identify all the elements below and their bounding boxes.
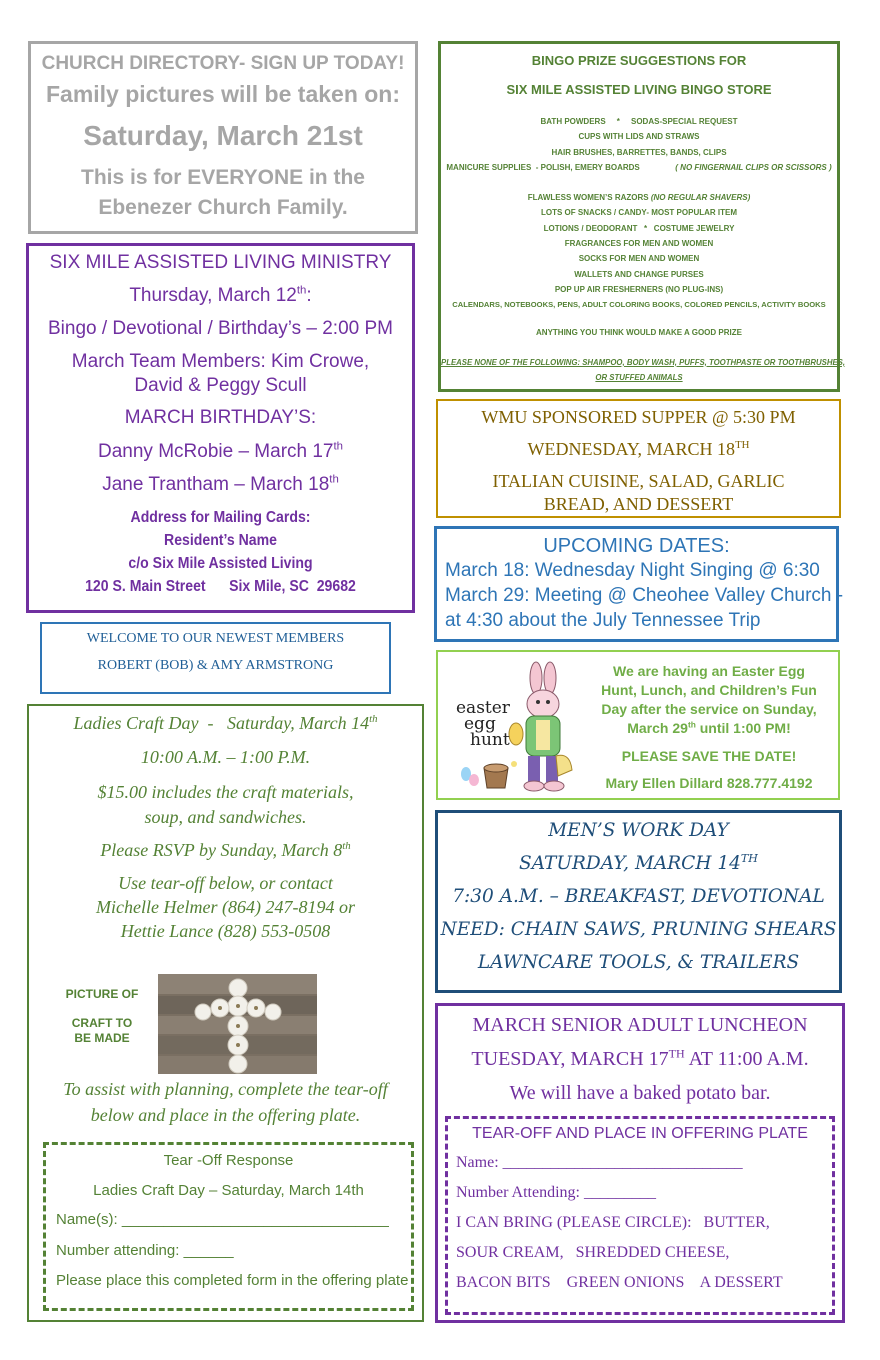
men-needs-2: LAWNCARE TOOLS, & TRAILERS <box>477 952 800 973</box>
craft-assist-2: below and place in the offering plate. <box>90 1105 361 1125</box>
bingo-exclusions: PLEASE NONE OF THE FOLLOWING: SHAMPOO, BODY WASH, PUFFS, TOOTHPASTE OR TOOTHBRUSHES, OR STUFFED ANIMALS <box>441 357 846 382</box>
senior-bring-1: I CAN BRING (PLEASE CIRCLE): BUTTER, <box>456 1214 770 1231</box>
directory-everyone: This is for EVERYONE in the <box>81 166 365 189</box>
craft-picture-label: PICTURE OF CRAFT TO BE MADE <box>65 987 139 1045</box>
craft-cross-image <box>158 974 317 1074</box>
welcome-heading: WELCOME TO OUR NEWEST MEMBERS <box>86 631 345 646</box>
easter-bunny-logo <box>444 660 584 796</box>
ministry-birthday-2: Jane Trantham – March 18th <box>102 473 339 495</box>
bingo-list-1 <box>441 114 837 175</box>
ministry-address <box>52 506 389 598</box>
ministry-title: SIX MILE ASSISTED LIVING MINISTRY <box>49 252 392 273</box>
craft-contact-3: Hettie Lance (828) 553-0508 <box>120 921 331 941</box>
craft-cost-1: $15.00 includes the craft materials, <box>97 782 354 802</box>
bingo-item: CUPS WITH LIDS AND STRAWS <box>578 132 700 142</box>
ministry-events: Bingo / Devotional / Birthday’s – 2:00 PM <box>47 318 393 339</box>
senior-bring-2: SOUR CREAM, SHREDDED CHEESE, <box>456 1244 730 1261</box>
address-heading: Address for Mailing Cards: <box>130 509 311 526</box>
address-line-3: 120 S. Main Street Six Mile, SC 29682 <box>85 578 356 595</box>
craft-rsvp: Please RSVP by Sunday, March 8th <box>100 840 351 860</box>
bingo-item: POP UP AIR FRESHERNERS (NO PLUG-INS) <box>554 284 724 294</box>
bingo-item: WALLETS AND CHANGE PURSES <box>574 269 704 279</box>
bingo-item: FRAGRANCES FOR MEN AND WOMEN <box>564 239 714 249</box>
easter-line-2: Hunt, Lunch, and Children’s Fun <box>601 682 817 698</box>
craft-time: 10:00 A.M. – 1:00 P.M. <box>140 747 311 767</box>
senior-tear-title: TEAR-OFF AND PLACE IN OFFERING PLATE <box>472 1125 808 1142</box>
bingo-item: SOCKS FOR MEN AND WOMEN <box>578 254 700 264</box>
tear-off-number-field: Number attending: ______ <box>56 1242 234 1259</box>
upcoming-item-2: March 29: Meeting @ Cheohee Valley Church - <box>445 585 844 606</box>
ministry-team-2: David & Peggy Scull <box>134 375 307 396</box>
senior-potato-bar: We will have a baked potato bar. <box>509 1082 771 1104</box>
craft-contact-1: Use tear-off below, or contact <box>118 873 333 893</box>
wmu-menu-2: BREAD, AND DESSERT <box>543 494 734 514</box>
bingo-item: LOTS OF SNACKS / CANDY- MOST POPULAR ITEM <box>540 208 737 218</box>
directory-photo-note: Family pictures will be taken on: <box>45 81 401 107</box>
upcoming-item-3: at 4:30 about the July Tennessee Trip <box>445 610 761 631</box>
directory-heading: CHURCH DIRECTORY- SIGN UP TODAY! <box>41 53 405 74</box>
address-line-1: Resident’s Name <box>164 532 277 549</box>
bingo-item: LOTIONS / DEODORANT * COSTUME JEWELRY <box>543 223 735 233</box>
easter-logo-text: easter egg hunt <box>456 698 510 750</box>
bingo-item: HAIR BRUSHES, BARRETTES, BANDS, CLIPS <box>551 147 727 157</box>
bingo-prizes-box <box>438 41 846 392</box>
tear-off-title: Tear -Off Response <box>163 1152 294 1169</box>
easter-contact: Mary Ellen Dillard 828.777.4192 <box>605 775 813 791</box>
bingo-title-2: SIX MILE ASSISTED LIVING BINGO STORE <box>506 82 772 97</box>
bingo-item: BATH POWDERS * SODAS-SPECIAL REQUEST <box>540 117 738 126</box>
address-line-2: c/o Six Mile Assisted Living <box>128 555 313 572</box>
welcome-box <box>40 622 391 694</box>
directory-date: Saturday, March 21st <box>83 120 363 151</box>
craft-cost-2: soup, and sandwiches. <box>144 807 307 827</box>
senior-date: TUESDAY, MARCH 17TH AT 11:00 A.M. <box>471 1046 809 1070</box>
senior-title: MARCH SENIOR ADULT LUNCHEON <box>472 1014 808 1036</box>
ministry-birthday-1: Danny McRobie – March 17th <box>98 440 343 462</box>
bingo-list-2 <box>441 190 837 312</box>
craft-tear-off-form <box>43 1142 414 1311</box>
wmu-menu-1: ITALIAN CUISINE, SALAD, GARLIC <box>492 471 785 491</box>
wmu-line-1: WMU SPONSORED SUPPER @ 5:30 PM <box>481 407 796 427</box>
men-title: MEN’S WORK DAY <box>548 820 729 841</box>
upcoming-item-1: March 18: Wednesday Night Singing @ 6:30 <box>445 560 820 581</box>
bingo-title-1: BINGO PRIZE SUGGESTIONS FOR <box>531 53 747 68</box>
bingo-item: CALENDARS, NOTEBOOKS, PENS, ADULT COLORING BOOKS, COLORED PENCILS, ACTIVITY BOOKS <box>452 300 826 310</box>
ladies-craft-box <box>27 704 424 1322</box>
welcome-names: ROBERT (BOB) & AMY ARMSTRONG <box>97 658 334 673</box>
easter-line-1: We are having an Easter Egg <box>613 663 805 679</box>
senior-number-field: Number Attending: _________ <box>456 1184 656 1201</box>
ministry-date: Thursday, March 12th: <box>129 284 312 306</box>
six-mile-ministry-box <box>26 243 415 613</box>
craft-assist-1: To assist with planning, complete the tear-off <box>63 1079 388 1099</box>
upcoming-title: UPCOMING DATES: <box>543 535 730 557</box>
bingo-item-razors: FLAWLESS WOMEN’S RAZORS (NO REGULAR SHAVERS) <box>527 193 751 203</box>
senior-luncheon-box <box>435 1003 845 1323</box>
tear-off-event: Ladies Craft Day – Saturday, March 14th <box>93 1182 364 1199</box>
ministry-birthdays-heading: MARCH BIRTHDAY’S: <box>124 407 317 428</box>
men-needs-1: NEED: CHAIN SAWS, PRUNING SHEARS <box>440 919 837 940</box>
tear-off-names-field: Name(s): ________________________________ <box>56 1211 389 1228</box>
easter-egg-hunt-box <box>436 650 840 800</box>
senior-tear-off-form <box>445 1116 835 1315</box>
wmu-supper-box <box>436 399 841 518</box>
wmu-date: WEDNESDAY, MARCH 18TH <box>527 439 750 459</box>
bingo-anything: ANYTHING YOU THINK WOULD MAKE A GOOD PRIZE <box>536 327 742 337</box>
easter-line-4: March 29th until 1:00 PM! <box>627 719 791 736</box>
tear-off-instructions: Please place this completed form in the offering plate <box>56 1272 409 1289</box>
mens-work-day-box <box>435 810 842 993</box>
directory-family: Ebenezer Church Family. <box>98 196 348 219</box>
senior-name-field: Name: ______________________________ <box>456 1154 743 1171</box>
men-schedule: 7:30 A.M. – BREAKFAST, DEVOTIONAL <box>452 886 825 907</box>
senior-bring-3: BACON BITS GREEN ONIONS A DESSERT <box>456 1274 783 1291</box>
men-date: SATURDAY, MARCH 14TH <box>519 851 758 874</box>
easter-details <box>584 662 834 793</box>
ministry-team-1: March Team Members: Kim Crowe, <box>71 351 370 372</box>
craft-contact-2: Michelle Helmer (864) 247-8194 or <box>96 897 355 917</box>
easter-save-date: PLEASE SAVE THE DATE! <box>621 748 797 764</box>
bingo-item-manicure: MANICURE SUPPLIES - POLISH, EMERY BOARDS ( NO FINGERNAIL CLIPS OR SCISSORS ) <box>446 162 832 172</box>
craft-title: Ladies Craft Day - Saturday, March 14th <box>73 713 378 733</box>
easter-line-3: Day after the service on Sunday, <box>601 701 817 717</box>
church-directory-box <box>28 41 418 234</box>
upcoming-dates-box <box>434 526 844 642</box>
